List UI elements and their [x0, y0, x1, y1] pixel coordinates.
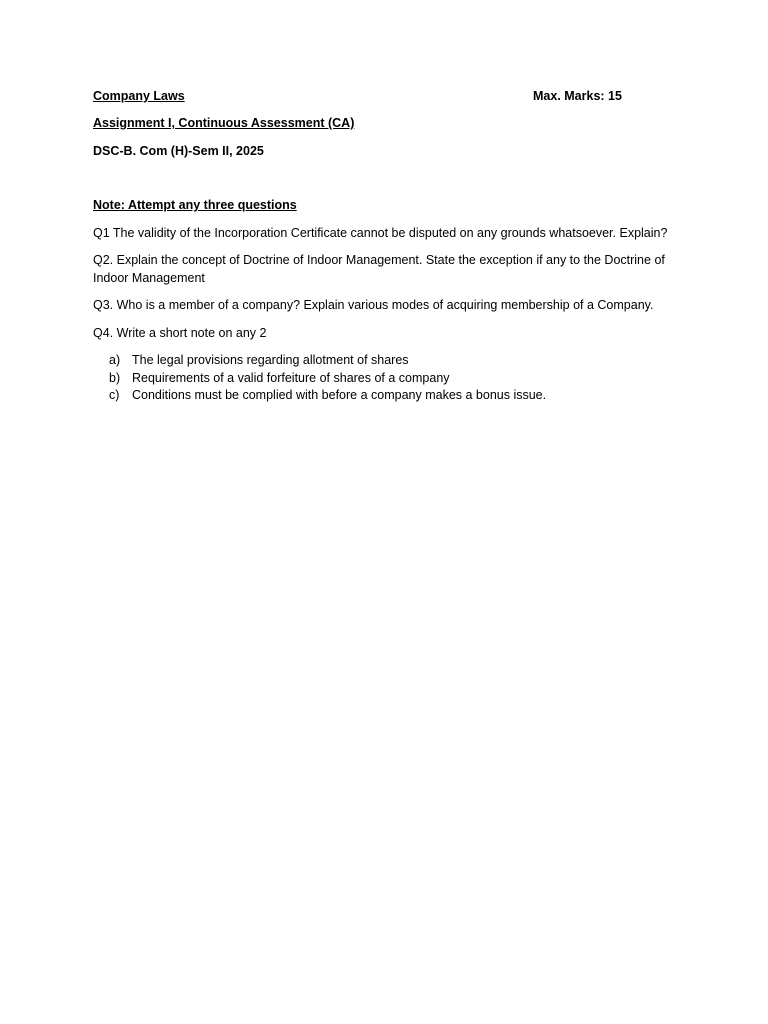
program-line: DSC-B. Com (H)-Sem II, 2025 [93, 143, 264, 158]
question-1: Q1 The validity of the Incorporation Certificate cannot be disputed on any grounds whatsoever. Explain? [93, 225, 668, 240]
assignment-title: Assignment I, Continuous Assessment (CA) [93, 116, 355, 130]
max-marks: Max. Marks: 15 [533, 89, 622, 103]
document-body [93, 88, 678, 405]
question-4: Q4. Write a short note on any 2 [93, 325, 267, 340]
question-3: Q3. Who is a member of a company? Explain various modes of acquiring membership of a Company. [93, 298, 654, 312]
list-item [93, 352, 678, 370]
blank-line [93, 170, 678, 197]
question-2: Q2. Explain the concept of Doctrine of Indoor Management. State the exception if any to the Doctrine of Indoor Management [93, 253, 665, 285]
list-item-text: Requirements of a valid forfeiture of shares of a company [132, 370, 450, 385]
list-item-text: The legal provisions regarding allotment of shares [132, 353, 409, 367]
list-marker: b) [109, 370, 121, 385]
list-marker: c) [109, 388, 120, 402]
list-item [93, 370, 678, 388]
list-item-text: Conditions must be complied with before a company makes a bonus issue. [132, 388, 547, 402]
q4-options-list [93, 352, 678, 405]
list-item [93, 387, 678, 405]
course-title: Company Laws [93, 89, 185, 103]
list-marker: a) [109, 353, 121, 367]
header-row [93, 88, 678, 105]
instructions-note: Note: Attempt any three questions [93, 198, 297, 212]
